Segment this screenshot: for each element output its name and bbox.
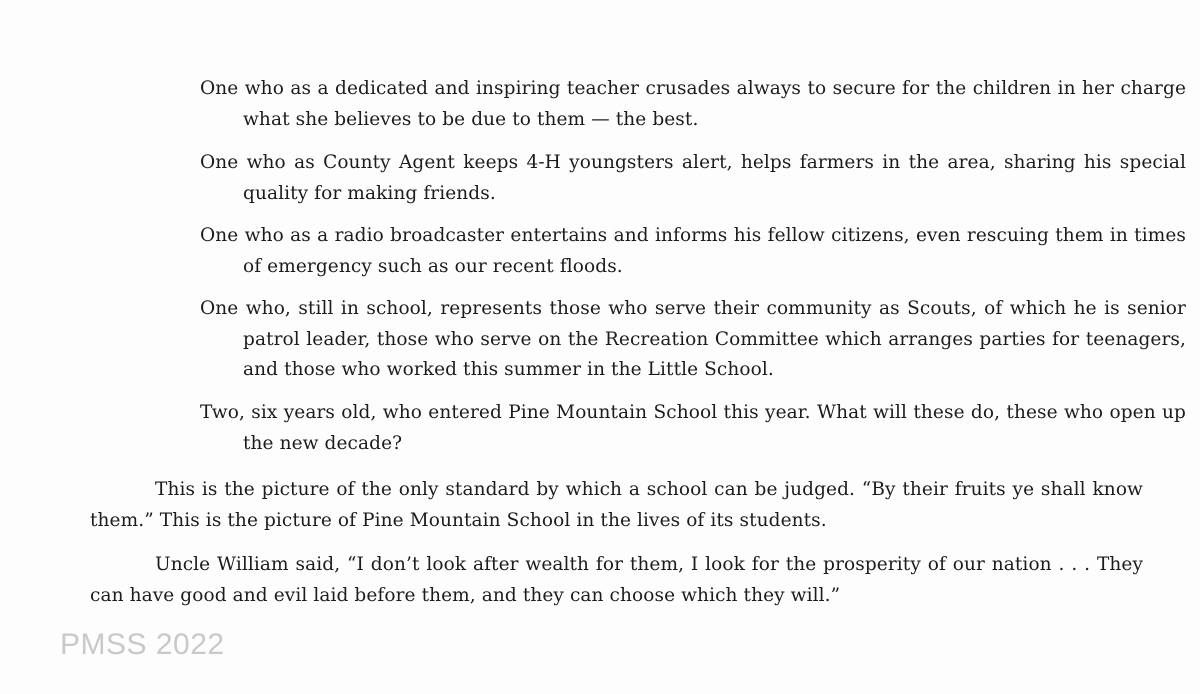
paragraph-uncle-william-quote: Uncle William said, “I don’t look after wealth for them, I look for the prosperity of our nation . . . They can have good and evil laid before them, and they can choose which they will.” [90, 554, 1143, 606]
paragraph-standard: This is the picture of the only standard by which a school can be judged. “By their fruits ye shall know them.” This is the picture of Pine Mountain School in the lives of its students. [90, 479, 1143, 531]
paragraph-student-scout: One who, still in school, represents those who serve their community as Scouts, of which he is senior patrol leader, those who serve on the Recreation Committee which arranges parties for teenagers, and those who worked this summer in the Little School. [200, 298, 1186, 380]
paragraph-radio-broadcaster: One who as a radio broadcaster entertains and informs his fellow citizens, even rescuing them in times of emergency such as our recent floods. [200, 225, 1186, 277]
paragraph-county-agent: One who as County Agent keeps 4-H youngsters alert, helps farmers in the area, sharing his special quality for making friends. [200, 152, 1186, 204]
paragraph-teacher: One who as a dedicated and inspiring teacher crusades always to secure for the children in her charge what she believes to be due to them — the best. [200, 78, 1186, 130]
paragraph-six-year-olds: Two, six years old, who entered Pine Mountain School this year. What will these do, these who open up the new decade? [200, 402, 1186, 454]
watermark: PMSS 2022 [60, 628, 225, 661]
